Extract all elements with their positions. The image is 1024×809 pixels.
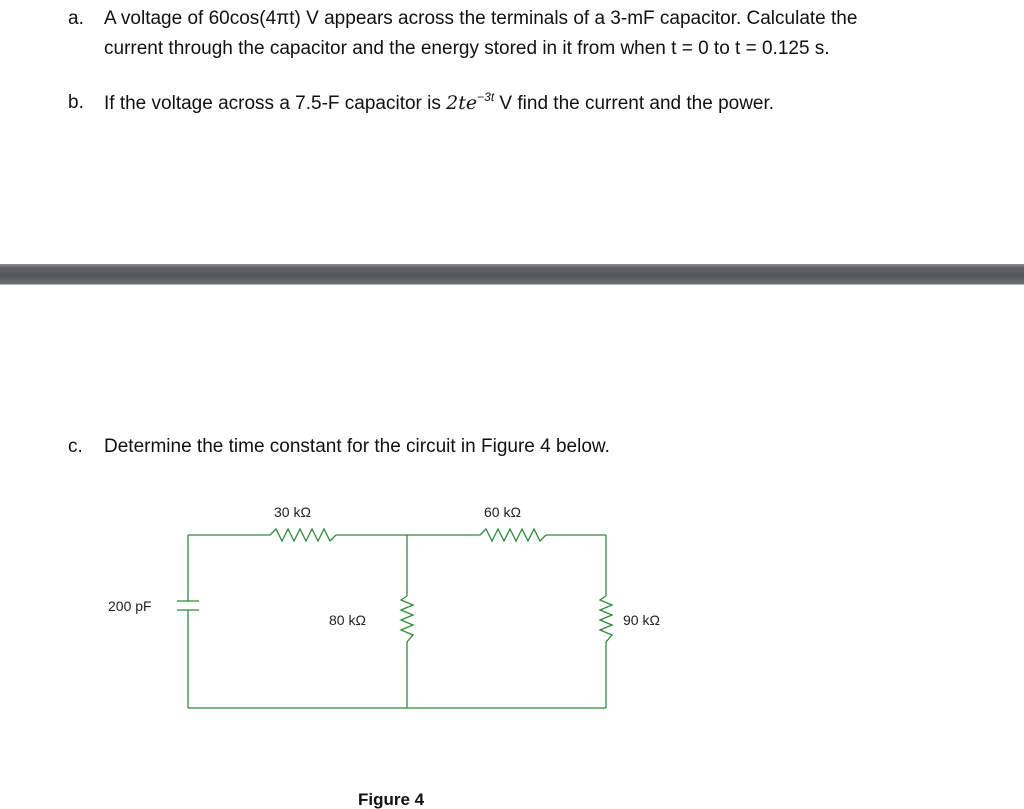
question-c-text: Determine the time constant for the circuit in Figure 4 below.	[104, 436, 610, 457]
label-30k: 30 kΩ	[274, 504, 311, 520]
resistor-80k-zigzag	[401, 596, 413, 642]
question-b-text-before: If the voltage across a 7.5-F capacitor is	[104, 93, 447, 114]
question-c-marker: c.	[68, 436, 83, 457]
resistor-90k-zigzag	[600, 596, 612, 642]
label-90k: 90 kΩ	[623, 612, 660, 628]
question-a-line-2: current through the capacitor and the energy stored in it from when t = 0 to t = 0.125 s.	[104, 38, 830, 59]
page-divider	[0, 264, 1024, 285]
resistor-30k-zigzag	[270, 529, 336, 541]
label-60k: 60 kΩ	[484, 504, 521, 520]
question-b-text	[104, 88, 774, 119]
resistor-60k-zigzag	[480, 529, 546, 541]
label-80k: 80 kΩ	[329, 612, 366, 628]
question-b-text-after: V find the current and the power.	[494, 93, 775, 114]
circuit-figure-4	[0, 490, 1024, 809]
question-a-line-1: A voltage of 60cos(4πt) V appears across the terminals of a 3-mF capacitor. Calculate the	[104, 8, 858, 29]
question-b-exponent: −3t	[477, 90, 495, 104]
question-a-marker: a.	[68, 8, 84, 29]
question-b-expression: 2te	[446, 92, 478, 114]
figure-caption: Figure 4	[358, 790, 425, 809]
question-b-marker: b.	[68, 92, 84, 113]
label-capacitor: 200 pF	[108, 598, 152, 614]
